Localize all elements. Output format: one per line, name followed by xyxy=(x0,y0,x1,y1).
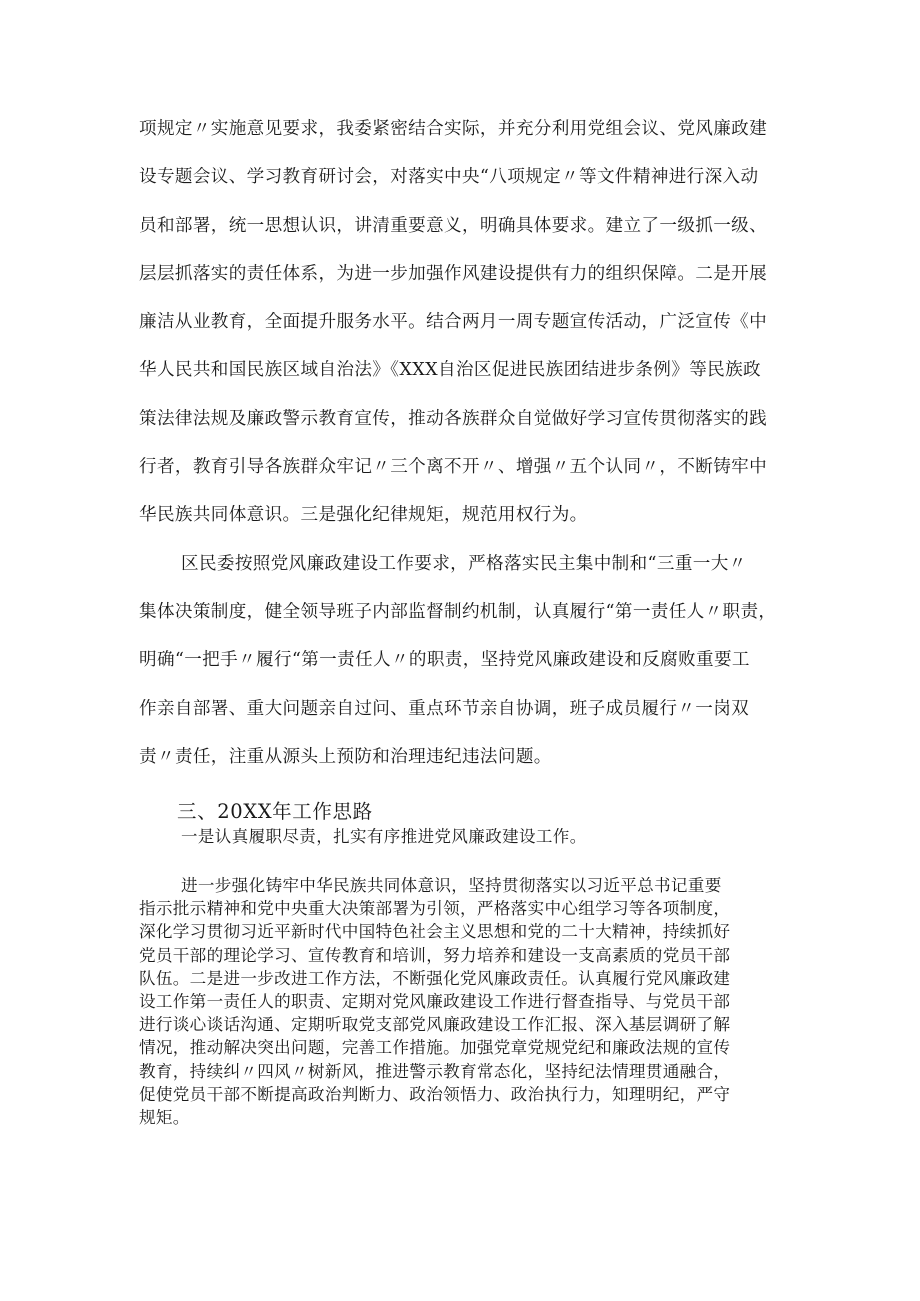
body-text-lower xyxy=(139,874,799,1129)
paragraph-line: 员和部署，统一思想认识，讲清重要意义，明确具体要求。建立了一级抓一级、 xyxy=(139,215,768,236)
paragraph-line: 情况，推动解决突出问题，完善工作措施。加强党章党规党纪和廉政法规的宣传 xyxy=(139,1038,731,1058)
section-heading: 三、20XX年工作思路 xyxy=(177,800,373,823)
paragraph-line: 华人民共和国民族区域自治法》《XXX自治区促进民族团结进步条例》等民族政 xyxy=(139,360,761,381)
paragraph-line: 指示批示精神和党中央重大决策部署为引领，严格落实中心组学习等各项制度， xyxy=(139,899,731,919)
paragraph-line: 深化学习贯彻习近平新时代中国特色社会主义思想和党的二十大精神，持续抓好 xyxy=(139,922,731,942)
paragraph-line: 教育，持续纠〃四风〃树新风，推进警示教育常态化，坚持纪法情理贯通融合， xyxy=(139,1061,731,1081)
paragraph-line: 廉洁从业教育，全面提升服务水平。结合两月一周专题宣传活动，广泛宣传《中 xyxy=(139,312,768,333)
paragraph-line: 明确“一把手〃履行“第一责任人〃的职责，坚持党风廉政建设和反腐败重要工 xyxy=(139,650,750,671)
paragraph-line: 行者，教育引导各族群众牢记〃三个离不开〃、增强〃五个认同〃，不断铸牢中 xyxy=(139,457,768,478)
paragraph-line: 责〃责任，注重从源头上预防和治理违纪违法问题。 xyxy=(139,746,552,767)
paragraph-line: 进一步强化铸牢中华民族共同体意识，坚持贯彻落实以习近平总书记重要 xyxy=(181,876,722,895)
paragraph-line: 区民委按照党风廉政建设工作要求，严格落实民主集中制和“三重一大〃 xyxy=(181,553,747,574)
paragraph-line: 队伍。二是进一步改进工作方法，不断强化党风廉政责任。认真履行党风廉政建 xyxy=(139,968,731,988)
paragraph-line: 促使党员干部不断提高政治判断力、政治领悟力、政治执行力，知理明纪，严守 xyxy=(139,1084,731,1104)
paragraph-line: 集体决策制度，健全领导班子内部监督制约机制，认真履行“第一责任人〃职责， xyxy=(139,601,777,622)
paragraph-line: 进行谈心谈话沟通、定期听取党支部党风廉政建设工作汇报、深入基层调研了解 xyxy=(139,1015,731,1035)
paragraph-line: 项规定〃实施意见要求，我委紧密结合实际，并充分利用党组会议、党风廉政建 xyxy=(139,119,768,139)
paragraph-line: 华民族共同体意识。三是强化纪律规矩，规范用权行为。 xyxy=(139,505,588,526)
paragraph-line: 党员干部的理论学习、宣传教育和培训，努力培养和建设一支高素质的党员干部 xyxy=(139,945,731,965)
paragraph-line: 规矩。 xyxy=(139,1107,190,1127)
paragraph-line: 策法律法规及廉政警示教育宣传，推动各族群众自觉做好学习宣传贯彻落实的践 xyxy=(139,408,768,429)
paragraph-line: 设专题会议、学习教育研讨会，对落实中央“八项规定〃等文件精神进行深入动 xyxy=(139,167,759,188)
section-subheading: 一是认真履职尽责，扎实有序推进党风廉政建设工作。 xyxy=(181,827,587,846)
paragraph-line: 作亲自部署、重大问题亲自过问、重点环节亲自协调，班子成员履行〃一岗双 xyxy=(139,698,750,719)
paragraph-line: 层层抓落实的责任体系，为进一步加强作风建设提供有力的组织保障。二是开展 xyxy=(139,263,768,284)
body-text-upper xyxy=(139,112,799,788)
paragraph-line: 设工作第一责任人的职责、定期对党风廉政建设工作进行督查指导、与党员干部 xyxy=(139,991,731,1011)
